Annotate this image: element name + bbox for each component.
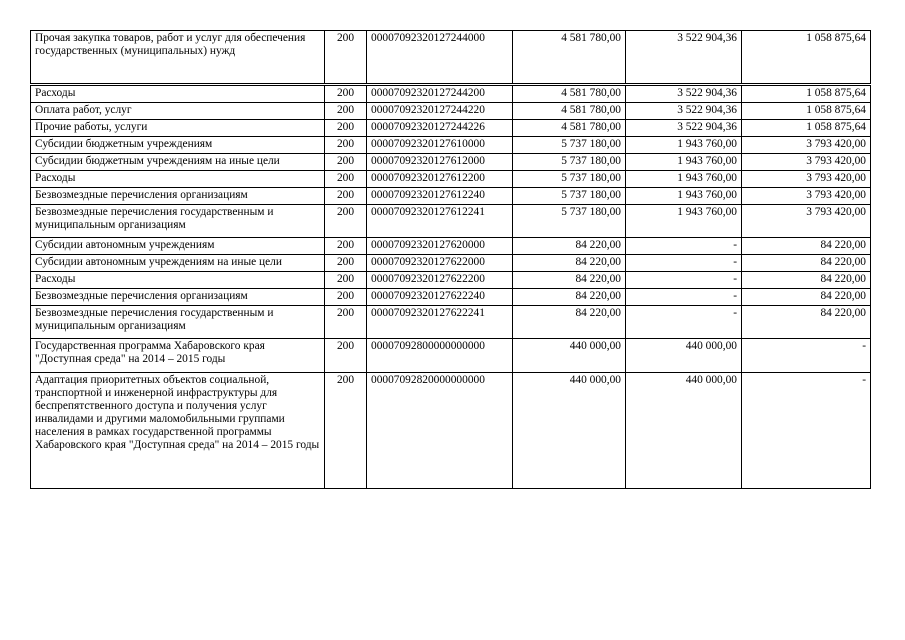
table-row xyxy=(31,339,871,373)
row-unexecuted-amount-cell: 84 220,00 xyxy=(742,238,871,255)
row-name-cell: Оплата работ, услуг xyxy=(31,103,325,120)
row-line-code-cell: 200 xyxy=(325,188,367,205)
table-row xyxy=(31,188,871,205)
row-unexecuted-amount-cell: - xyxy=(742,373,871,489)
row-line-code-cell: 200 xyxy=(325,238,367,255)
row-executed-amount-cell: 3 522 904,36 xyxy=(626,85,742,103)
row-budget-code-cell: 00007092320127610000 xyxy=(367,137,513,154)
row-approved-amount-cell: 84 220,00 xyxy=(513,306,626,339)
row-name-cell: Безвозмездные перечисления государственным и муниципальным организациям xyxy=(31,306,325,339)
row-executed-amount-cell: - xyxy=(626,272,742,289)
row-budget-code-cell: 00007092320127620000 xyxy=(367,238,513,255)
row-line-code-cell: 200 xyxy=(325,171,367,188)
row-name-cell: Безвозмездные перечисления организациям xyxy=(31,289,325,306)
row-budget-code-cell: 00007092800000000000 xyxy=(367,339,513,373)
row-budget-code-cell: 00007092320127244220 xyxy=(367,103,513,120)
row-line-code-cell: 200 xyxy=(325,339,367,373)
row-approved-amount-cell: 4 581 780,00 xyxy=(513,85,626,103)
row-unexecuted-amount-cell: 3 793 420,00 xyxy=(742,171,871,188)
row-approved-amount-cell: 440 000,00 xyxy=(513,339,626,373)
row-approved-amount-cell: 4 581 780,00 xyxy=(513,31,626,85)
row-unexecuted-amount-cell: 1 058 875,64 xyxy=(742,103,871,120)
row-approved-amount-cell: 5 737 180,00 xyxy=(513,154,626,171)
row-executed-amount-cell: 440 000,00 xyxy=(626,339,742,373)
row-budget-code-cell: 00007092320127612200 xyxy=(367,171,513,188)
table-row xyxy=(31,238,871,255)
row-approved-amount-cell: 5 737 180,00 xyxy=(513,137,626,154)
table-row xyxy=(31,31,871,85)
table-row xyxy=(31,137,871,154)
row-name-cell: Субсидии автономным учреждениям xyxy=(31,238,325,255)
row-line-code-cell: 200 xyxy=(325,205,367,238)
row-unexecuted-amount-cell: 1 058 875,64 xyxy=(742,31,871,85)
row-line-code-cell: 200 xyxy=(325,306,367,339)
row-budget-code-cell: 00007092820000000000 xyxy=(367,373,513,489)
table-row xyxy=(31,103,871,120)
row-approved-amount-cell: 4 581 780,00 xyxy=(513,103,626,120)
table-row xyxy=(31,255,871,272)
row-executed-amount-cell: - xyxy=(626,306,742,339)
row-budget-code-cell: 00007092320127244200 xyxy=(367,85,513,103)
row-budget-code-cell: 00007092320127622000 xyxy=(367,255,513,272)
row-executed-amount-cell: - xyxy=(626,255,742,272)
row-name-cell: Безвозмездные перечисления организациям xyxy=(31,188,325,205)
row-executed-amount-cell: 440 000,00 xyxy=(626,373,742,489)
row-unexecuted-amount-cell: 1 058 875,64 xyxy=(742,85,871,103)
row-name-cell: Прочая закупка товаров, работ и услуг для обеспечения государственных (муниципальных) нужд xyxy=(31,31,325,85)
row-unexecuted-amount-cell: 84 220,00 xyxy=(742,306,871,339)
row-name-cell: Государственная программа Хабаровского края "Доступная среда" на 2014 – 2015 годы xyxy=(31,339,325,373)
table-row xyxy=(31,272,871,289)
row-line-code-cell: 200 xyxy=(325,255,367,272)
row-line-code-cell: 200 xyxy=(325,137,367,154)
row-line-code-cell: 200 xyxy=(325,31,367,85)
row-budget-code-cell: 00007092320127244226 xyxy=(367,120,513,137)
row-name-cell: Субсидии бюджетным учреждениям на иные цели xyxy=(31,154,325,171)
row-approved-amount-cell: 5 737 180,00 xyxy=(513,205,626,238)
table-row xyxy=(31,171,871,188)
row-line-code-cell: 200 xyxy=(325,85,367,103)
table-row xyxy=(31,120,871,137)
row-unexecuted-amount-cell: 84 220,00 xyxy=(742,289,871,306)
row-name-cell: Субсидии автономным учреждениям на иные цели xyxy=(31,255,325,272)
row-line-code-cell: 200 xyxy=(325,373,367,489)
row-name-cell: Субсидии бюджетным учреждениям xyxy=(31,137,325,154)
row-executed-amount-cell: 3 522 904,36 xyxy=(626,120,742,137)
row-name-cell: Адаптация приоритетных объектов социальной, транспортной и инженерной инфраструктуры для беспрепятственного доступа и получения услуг инвалидами и другими маломобильными группами населения в рамках государственной программы Хабаровского края "Доступная среда" на 2014 – 2015 годы xyxy=(31,373,325,489)
row-executed-amount-cell: 1 943 760,00 xyxy=(626,154,742,171)
row-executed-amount-cell: 1 943 760,00 xyxy=(626,205,742,238)
table-body xyxy=(31,31,871,489)
row-approved-amount-cell: 5 737 180,00 xyxy=(513,171,626,188)
row-approved-amount-cell: 84 220,00 xyxy=(513,255,626,272)
row-unexecuted-amount-cell: 3 793 420,00 xyxy=(742,205,871,238)
row-approved-amount-cell: 4 581 780,00 xyxy=(513,120,626,137)
row-line-code-cell: 200 xyxy=(325,154,367,171)
row-line-code-cell: 200 xyxy=(325,272,367,289)
row-name-cell: Расходы xyxy=(31,85,325,103)
table-row xyxy=(31,154,871,171)
row-executed-amount-cell: 1 943 760,00 xyxy=(626,137,742,154)
row-budget-code-cell: 00007092320127244000 xyxy=(367,31,513,85)
row-unexecuted-amount-cell: 1 058 875,64 xyxy=(742,120,871,137)
row-executed-amount-cell: 3 522 904,36 xyxy=(626,103,742,120)
row-approved-amount-cell: 84 220,00 xyxy=(513,238,626,255)
row-budget-code-cell: 00007092320127612000 xyxy=(367,154,513,171)
row-approved-amount-cell: 440 000,00 xyxy=(513,373,626,489)
row-budget-code-cell: 00007092320127622241 xyxy=(367,306,513,339)
row-executed-amount-cell: - xyxy=(626,238,742,255)
table-row xyxy=(31,289,871,306)
table-row xyxy=(31,306,871,339)
row-unexecuted-amount-cell: 84 220,00 xyxy=(742,255,871,272)
budget-execution-table xyxy=(30,30,871,489)
row-name-cell: Прочие работы, услуги xyxy=(31,120,325,137)
row-name-cell: Расходы xyxy=(31,171,325,188)
row-budget-code-cell: 00007092320127612240 xyxy=(367,188,513,205)
row-approved-amount-cell: 84 220,00 xyxy=(513,272,626,289)
row-executed-amount-cell: 1 943 760,00 xyxy=(626,171,742,188)
table-row xyxy=(31,373,871,489)
row-budget-code-cell: 00007092320127622240 xyxy=(367,289,513,306)
row-budget-code-cell: 00007092320127622200 xyxy=(367,272,513,289)
row-unexecuted-amount-cell: 3 793 420,00 xyxy=(742,137,871,154)
row-line-code-cell: 200 xyxy=(325,120,367,137)
row-executed-amount-cell: 3 522 904,36 xyxy=(626,31,742,85)
row-name-cell: Безвозмездные перечисления государственным и муниципальным организациям xyxy=(31,205,325,238)
row-approved-amount-cell: 84 220,00 xyxy=(513,289,626,306)
row-unexecuted-amount-cell: - xyxy=(742,339,871,373)
row-line-code-cell: 200 xyxy=(325,103,367,120)
row-unexecuted-amount-cell: 3 793 420,00 xyxy=(742,154,871,171)
table-row xyxy=(31,85,871,103)
row-executed-amount-cell: - xyxy=(626,289,742,306)
row-unexecuted-amount-cell: 3 793 420,00 xyxy=(742,188,871,205)
row-name-cell: Расходы xyxy=(31,272,325,289)
row-line-code-cell: 200 xyxy=(325,289,367,306)
row-approved-amount-cell: 5 737 180,00 xyxy=(513,188,626,205)
row-budget-code-cell: 00007092320127612241 xyxy=(367,205,513,238)
table-row xyxy=(31,205,871,238)
row-executed-amount-cell: 1 943 760,00 xyxy=(626,188,742,205)
row-unexecuted-amount-cell: 84 220,00 xyxy=(742,272,871,289)
